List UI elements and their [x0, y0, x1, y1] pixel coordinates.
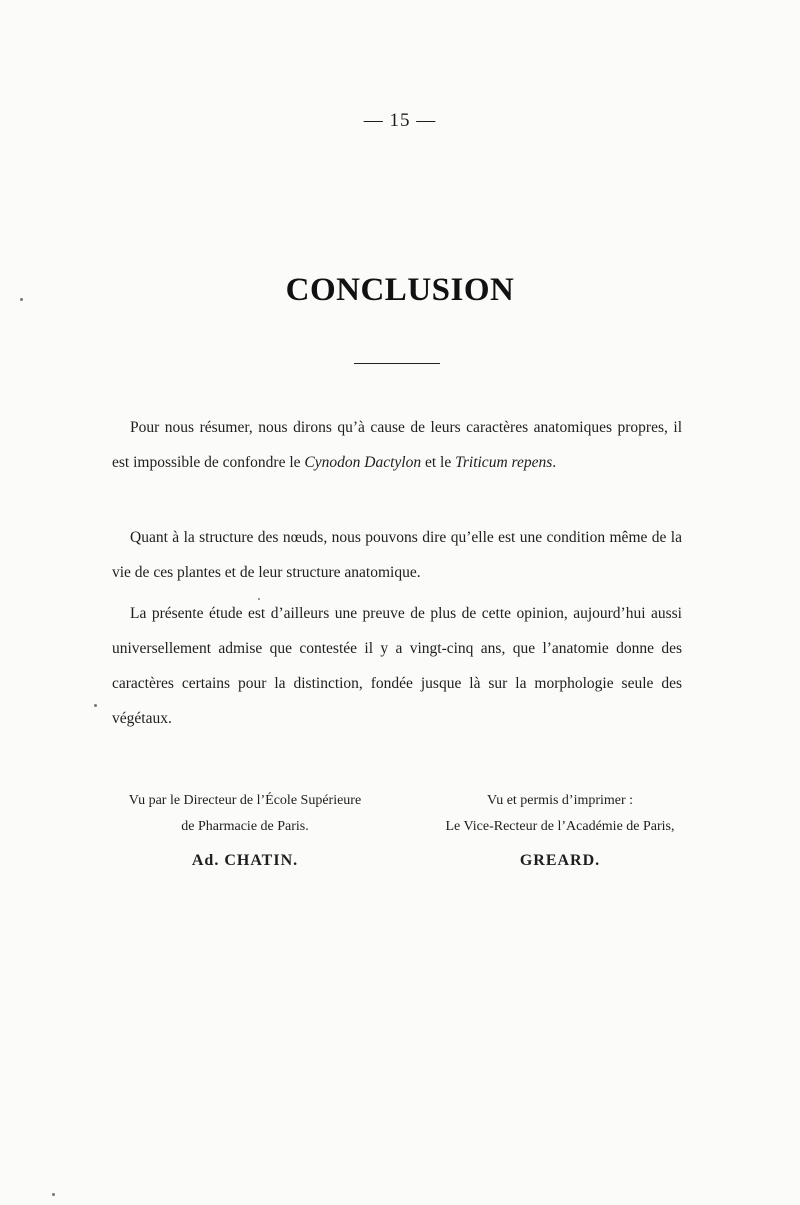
paper-speck [258, 598, 260, 600]
signature-vice-rector-line2: Le Vice-Recteur de l’Académie de Paris, [445, 819, 675, 834]
signature-vice-rector-line1: Vu et permis d’imprimer : [486, 793, 634, 808]
page-number: — 15 — [363, 110, 437, 131]
paper-speck [20, 298, 23, 301]
paragraph-3 [112, 596, 682, 736]
signature-director-name: Ad. CHATIN. [191, 852, 299, 869]
paragraph-1-text-middle: et le [421, 454, 456, 471]
paragraph-1 [112, 410, 682, 480]
paper-speck [52, 1193, 55, 1196]
signature-director [95, 788, 395, 874]
paragraph-2 [112, 520, 682, 590]
species-name-triticum: Triticum repens [455, 454, 553, 471]
paragraph-1-text-end: . [552, 454, 557, 471]
signature-director-line1: Vu par le Directeur de l’École Supérieure [128, 793, 362, 808]
signature-vice-rector [420, 788, 700, 874]
paragraph-2-text: Quant à la structure des nœuds, nous pouvons dire qu’elle est une condition même de la vie de ces plantes et de leur structure anatomique. [112, 529, 682, 581]
paragraph-3-text: La présente étude est d’ailleurs une preuve de plus de cette opinion, aujourd’hui aussi universellement admise que contestée il y a vingt-cinq ans, que l’anatomie donne des caractères certains pour la distinction, fondée jusque là sur la morphologie seule des végétaux. [112, 605, 682, 727]
paper-speck [94, 704, 97, 707]
signature-director-line2: de Pharmacie de Paris. [181, 819, 309, 834]
signature-vice-rector-name: GREARD. [519, 852, 601, 869]
paragraph-1-text-start: Pour nous résumer, nous dirons qu’à cause de leurs caractères anatomiques propres, il est impossible de confondre le [112, 419, 682, 471]
section-title: CONCLUSION [285, 272, 515, 308]
title-divider [354, 363, 440, 364]
species-name-cynodon: Cynodon Dactylon [304, 454, 422, 471]
